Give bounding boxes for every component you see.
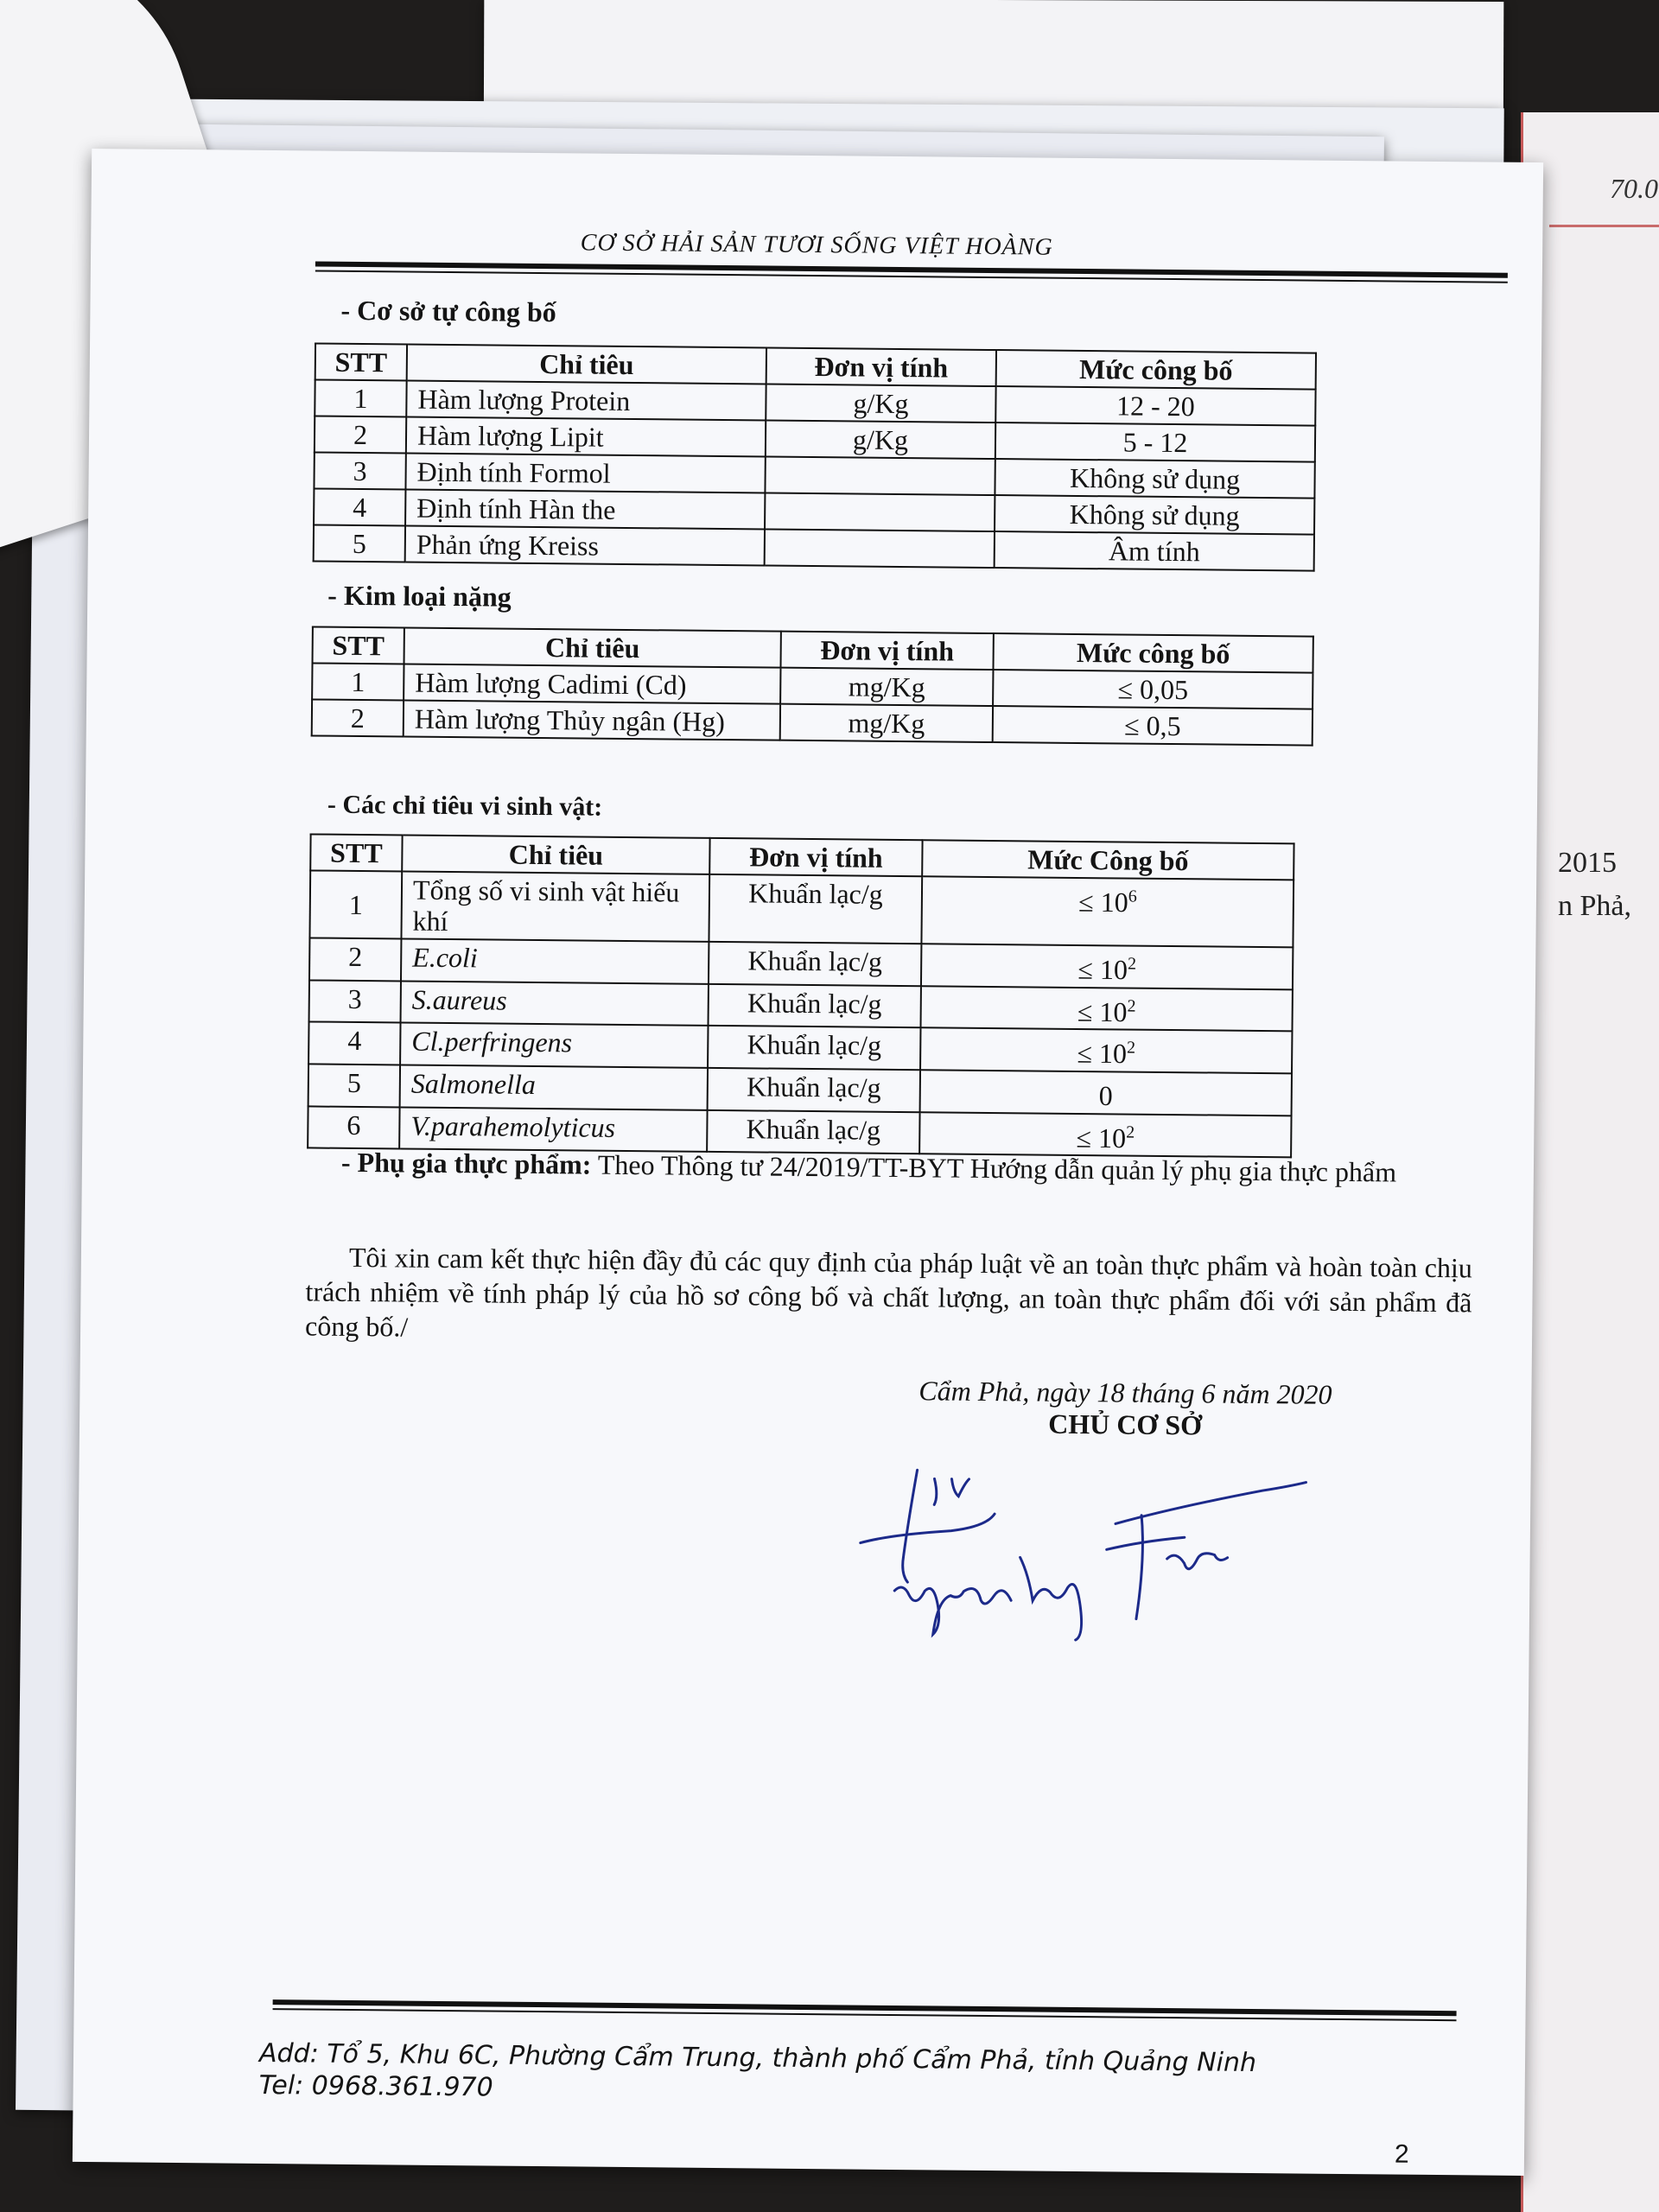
table-heavy-metals: [311, 626, 1314, 746]
value-text: ≤ 10: [1076, 1122, 1127, 1154]
document-page: [73, 149, 1543, 2176]
stt-cell: 3: [314, 452, 405, 489]
unit-cell: g/Kg: [766, 420, 995, 459]
col-header-unit: Đơn vị tính: [780, 632, 993, 670]
value-exponent: 2: [1126, 1038, 1136, 1058]
stt-cell: 5: [308, 1064, 400, 1107]
stt-cell: 2: [312, 699, 404, 736]
red-border-line: [1549, 225, 1659, 227]
additives-paragraph: [307, 1144, 1473, 1190]
value-text: ≤ 10: [1077, 995, 1128, 1027]
value-cell: [920, 1070, 1292, 1116]
section-label-self-declared: - Cơ sở tự công bố: [340, 294, 556, 328]
col-header-indicator: Chỉ tiêu: [404, 627, 781, 667]
page-number: 2: [1394, 2139, 1409, 2169]
background-place: n Phả,: [1558, 890, 1631, 922]
table-row: [309, 870, 1294, 947]
value-exponent: 2: [1127, 996, 1136, 1016]
unit-cell: Khuẩn lạc/g: [709, 984, 921, 1028]
value-cell: 12 - 20: [995, 386, 1315, 426]
handwritten-number: 70.0: [1610, 173, 1658, 204]
indicator-cell: V.parahemolyticus: [399, 1107, 707, 1152]
indicator-cell: Hàm lượng Protein: [406, 381, 766, 421]
handwritten-signature: [855, 1452, 1340, 1681]
table-microbiology: [307, 833, 1294, 1158]
value-cell: Không sử dụng: [995, 495, 1314, 535]
col-header-stt: STT: [310, 834, 402, 871]
indicator-cell: E.coli: [401, 938, 709, 983]
unit-cell: mg/Kg: [780, 668, 993, 706]
value-cell: 5 - 12: [995, 423, 1315, 462]
indicator-cell: Định tính Formol: [405, 453, 765, 493]
col-header-value: Mức Công bố: [922, 840, 1294, 880]
value-cell: ≤ 0,05: [993, 670, 1313, 709]
value-text: ≤ 10: [1077, 886, 1128, 918]
unit-cell: Khuẩn lạc/g: [708, 1026, 920, 1070]
col-header-unit: Đơn vị tính: [766, 347, 996, 386]
value-cell: [920, 986, 1292, 1032]
col-header-indicator: Chỉ tiêu: [407, 345, 766, 385]
stt-cell: 2: [315, 416, 406, 453]
footer-address: Add: Tổ 5, Khu 6C, Phường Cẩm Trung, thành phố Cẩm Phả, tỉnh Quảng Ninh: [258, 2037, 1257, 2079]
value-text: 0: [1098, 1079, 1113, 1112]
stt-cell: 1: [309, 870, 402, 938]
page-header-title: CƠ SỞ HẢI SẢN TƯƠI SỐNG VIỆT HOÀNG: [580, 229, 1053, 261]
indicator-cell: Định tính Hàn the: [405, 489, 765, 529]
background-paper-right: [1521, 112, 1659, 2212]
stt-cell: 3: [309, 980, 401, 1023]
commitment-paragraph: Tôi xin cam kết thực hiện đầy đủ các quy định của pháp luật về an toàn thực phẩm và hoàn toàn chịu trách nhiệm về tính pháp lý của hồ sơ công bố và chất lượng, an toàn thực phẩm đối với sản phẩm đã công bố./: [304, 1241, 1473, 1343]
col-header-unit: Đơn vị tính: [709, 838, 922, 876]
section-label-microbiology: - Các chỉ tiêu vi sinh vật:: [327, 790, 603, 822]
unit-cell: [765, 529, 995, 568]
value-cell: Không sử dụng: [995, 459, 1314, 499]
indicator-cell: Phản ứng Kreiss: [405, 525, 765, 565]
additives-text: Theo Thông tư 24/2019/TT-BYT Hướng dẫn quản lý phụ gia thực phẩm: [591, 1148, 1397, 1188]
signature-block: [823, 1374, 1428, 1444]
table-self-declared: [313, 342, 1317, 571]
signer-role: CHỦ CƠ SỞ: [1048, 1408, 1203, 1441]
value-cell: [921, 876, 1294, 947]
indicator-cell: Tổng số vi sinh vật hiếu khí: [401, 871, 709, 941]
unit-cell: Khuẩn lạc/g: [709, 874, 922, 944]
stt-cell: 2: [309, 938, 401, 981]
stt-cell: 4: [314, 488, 405, 525]
value-exponent: 2: [1127, 954, 1137, 974]
footer-tel: Tel: 0968.361.970: [258, 2069, 493, 2103]
value-cell: ≤ 0,5: [993, 706, 1313, 746]
value-cell: [921, 944, 1293, 989]
value-exponent: 6: [1128, 887, 1137, 906]
stt-cell: 4: [308, 1022, 400, 1065]
section-label-heavy-metals: - Kim loại nặng: [327, 579, 512, 613]
col-header-stt: STT: [313, 626, 404, 664]
unit-cell: mg/Kg: [780, 704, 993, 742]
place-date: Cẩm Phả, ngày 18 tháng 6 năm 2020: [918, 1375, 1332, 1410]
stt-cell: 1: [315, 379, 406, 416]
indicator-cell: S.aureus: [401, 981, 709, 1026]
col-header-indicator: Chỉ tiêu: [402, 835, 709, 874]
value-cell: [920, 1028, 1292, 1074]
unit-cell: Khuẩn lạc/g: [708, 1068, 920, 1112]
indicator-cell: Salmonella: [400, 1065, 708, 1109]
indicator-cell: Hàm lượng Lipit: [406, 416, 766, 456]
unit-cell: g/Kg: [766, 384, 995, 423]
indicator-cell: Cl.perfringens: [400, 1023, 708, 1068]
value-exponent: 2: [1126, 1122, 1135, 1142]
col-header-value: Mức công bố: [993, 633, 1313, 673]
unit-cell: Khuẩn lạc/g: [709, 942, 921, 986]
stt-cell: 5: [314, 524, 405, 562]
col-header-stt: STT: [315, 343, 407, 380]
col-header-value: Mức công bố: [996, 350, 1316, 390]
stt-cell: 1: [312, 663, 404, 700]
value-cell: Âm tính: [995, 531, 1314, 571]
indicator-cell: Hàm lượng Thủy ngân (Hg): [404, 700, 780, 740]
unit-cell: [765, 456, 995, 495]
value-text: ≤ 10: [1077, 1037, 1128, 1070]
indicator-cell: Hàm lượng Cadimi (Cd): [404, 664, 780, 703]
unit-cell: Khuẩn lạc/g: [707, 1110, 919, 1154]
value-text: ≤ 10: [1077, 953, 1128, 986]
additives-label: - Phụ gia thực phẩm:: [340, 1146, 592, 1180]
unit-cell: [765, 493, 995, 531]
stt-cell: 6: [308, 1106, 399, 1149]
background-year: 2015: [1558, 847, 1617, 879]
